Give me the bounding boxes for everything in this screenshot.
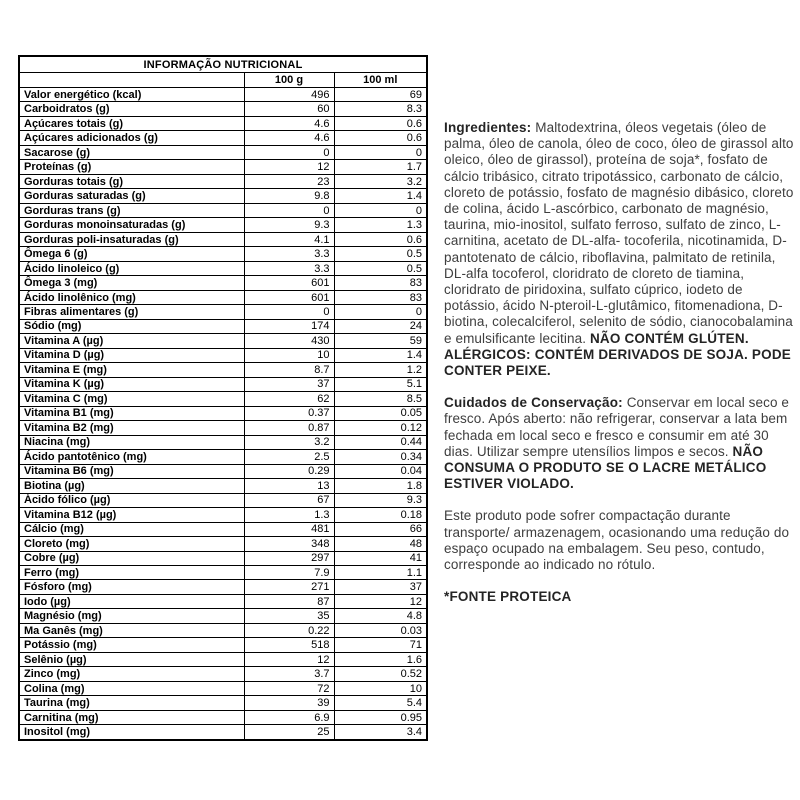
nutrient-label: Magnésio (mg) [19,609,244,623]
value-100ml: 1.8 [334,479,427,493]
table-row [19,102,427,116]
nutrient-label: Sódio (mg) [19,319,244,333]
table-row [19,464,427,478]
value-100ml: 83 [334,276,427,290]
table-row [19,580,427,594]
value-100ml: 12 [334,594,427,608]
table-row [19,174,427,188]
nutrient-label: Inositol (mg) [19,725,244,740]
value-100ml: 0.6 [334,232,427,246]
nutrient-label: Iodo (µg) [19,594,244,608]
ingredients-heading: Ingredientes: [444,120,532,135]
table-row [19,145,427,159]
value-100g: 297 [244,551,334,565]
nutrient-label: Niacina (mg) [19,435,244,449]
value-100ml: 0 [334,305,427,319]
value-100ml: 0.6 [334,116,427,130]
table-row [19,696,427,710]
value-100g: 87 [244,594,334,608]
value-100g: 4.6 [244,116,334,130]
value-100g: 12 [244,160,334,174]
value-100ml: 0.12 [334,421,427,435]
nutrient-label: Fibras alimentares (g) [19,305,244,319]
value-100ml: 41 [334,551,427,565]
value-100g: 7.9 [244,565,334,579]
nutrient-label: Zinco (mg) [19,667,244,681]
nutrient-label: Sacarose (g) [19,145,244,159]
value-100g: 23 [244,174,334,188]
value-100g: 174 [244,319,334,333]
value-100g: 348 [244,537,334,551]
value-100ml: 4.8 [334,609,427,623]
table-row [19,652,427,666]
value-100ml: 1.4 [334,348,427,362]
value-100ml: 1.6 [334,652,427,666]
value-100g: 72 [244,681,334,695]
table-row [19,377,427,391]
value-100ml: 3.2 [334,174,427,188]
nutrient-label: Taurina (mg) [19,696,244,710]
table-row [19,667,427,681]
value-100ml: 9.3 [334,493,427,507]
nutrient-label: Potássio (mg) [19,638,244,652]
nutrient-label: Açúcares adicionados (g) [19,131,244,145]
nutrient-label: Ácido linoleico (g) [19,261,244,275]
value-100ml: 37 [334,580,427,594]
value-100ml: 0.03 [334,623,427,637]
nutrition-table [18,55,428,741]
nutrient-label: Ômega 3 (mg) [19,276,244,290]
value-100g: 4.1 [244,232,334,246]
value-100g: 10 [244,348,334,362]
value-100g: 3.3 [244,261,334,275]
value-100ml: 24 [334,319,427,333]
value-100ml: 83 [334,290,427,304]
value-100ml: 0.6 [334,131,427,145]
value-100g: 430 [244,334,334,348]
nutrient-label: Gorduras poli-insaturadas (g) [19,232,244,246]
value-100g: 25 [244,725,334,740]
nutrient-label: Gorduras saturadas (g) [19,189,244,203]
table-row [19,609,427,623]
table-row [19,508,427,522]
nutrient-label: Vitamina B12 (µg) [19,508,244,522]
table-row [19,131,427,145]
table-row [19,565,427,579]
table-row [19,116,427,130]
table-row [19,435,427,449]
table-row [19,334,427,348]
care-warning: NÃO CONSUMA O PRODUTO SE O LACRE METÁLICO ESTIVER VIOLADO. [444,443,767,492]
value-100ml: 8.5 [334,392,427,406]
value-100ml: 0.34 [334,450,427,464]
value-100g: 12 [244,652,334,666]
value-100g: 9.8 [244,189,334,203]
value-100ml: 66 [334,522,427,536]
value-100g: 35 [244,609,334,623]
value-100ml: 0.5 [334,247,427,261]
value-100g: 0 [244,203,334,217]
allergen-warning: NÃO CONTÉM GLÚTEN. ALÉRGICOS: CONTÉM DERIVADOS DE SOJA. PODE CONTER PEIXE. [444,330,791,379]
value-100ml: 0.05 [334,406,427,420]
nutrient-label: Fósforo (mg) [19,580,244,594]
value-100g: 4.6 [244,131,334,145]
table-row [19,638,427,652]
value-100g: 8.7 [244,363,334,377]
value-100g: 9.3 [244,218,334,232]
value-100g: 6.9 [244,710,334,724]
value-100g: 2.5 [244,450,334,464]
nutrient-label: Gorduras monoinsaturadas (g) [19,218,244,232]
ingredients-paragraph [444,120,794,379]
value-100ml: 59 [334,334,427,348]
table-row [19,247,427,261]
table-row [19,276,427,290]
table-row [19,189,427,203]
nutrient-label: Ômega 6 (g) [19,247,244,261]
nutrient-label: Cálcio (mg) [19,522,244,536]
nutrient-label: Ácido linolênico (mg) [19,290,244,304]
table-row [19,363,427,377]
value-100g: 3.2 [244,435,334,449]
table-row [19,203,427,217]
table-row [19,522,427,536]
nutrient-label: Colina (mg) [19,681,244,695]
value-100ml: 5.4 [334,696,427,710]
table-row [19,232,427,246]
value-100ml: 3.4 [334,725,427,740]
nutrient-label: Açúcares totais (g) [19,116,244,130]
column-header-100g: 100 g [244,73,334,88]
table-row [19,681,427,695]
table-row [19,594,427,608]
value-100g: 67 [244,493,334,507]
protein-source-footnote: *FONTE PROTEICA [444,589,572,605]
care-paragraph [444,395,794,492]
table-row [19,710,427,724]
nutrient-label: Ma Ganês (mg) [19,623,244,637]
table-row [19,479,427,493]
nutrient-label: Ferro (mg) [19,565,244,579]
table-title: INFORMAÇÃO NUTRICIONAL [19,56,427,73]
nutrient-label: Biotina (µg) [19,479,244,493]
care-body: Conservar em local seco e fresco. Após aberto: não refrigerar, conservar a lata bem fechada em local seco e fresco e consumir em até 30 dias. Utilizar sempre utensílios limpos e secos. [444,395,790,459]
value-100ml: 0.44 [334,435,427,449]
value-100ml: 1.3 [334,218,427,232]
value-100g: 271 [244,580,334,594]
nutrient-label: Vitamina A (µg) [19,334,244,348]
value-100ml: 1.1 [334,565,427,579]
nutrient-label: Gorduras totais (g) [19,174,244,188]
value-100g: 518 [244,638,334,652]
nutrition-table-body [19,88,427,741]
nutrient-label: Vitamina D (µg) [19,348,244,362]
table-row [19,725,427,740]
value-100ml: 71 [334,638,427,652]
table-row [19,551,427,565]
nutrient-label: Cobre (µg) [19,551,244,565]
nutrient-label: Ácido pantotênico (mg) [19,450,244,464]
value-100g: 13 [244,479,334,493]
nutrient-label: Vitamina K (µg) [19,377,244,391]
value-100g: 3.7 [244,667,334,681]
label-text-column [444,120,794,621]
table-row [19,305,427,319]
value-100g: 62 [244,392,334,406]
value-100ml: 1.2 [334,363,427,377]
value-100ml: 1.4 [334,189,427,203]
value-100g: 1.3 [244,508,334,522]
value-100ml: 5.1 [334,377,427,391]
table-row [19,392,427,406]
value-100g: 0.87 [244,421,334,435]
value-100g: 3.3 [244,247,334,261]
table-row [19,623,427,637]
value-100g: 37 [244,377,334,391]
value-100g: 60 [244,102,334,116]
value-100g: 601 [244,290,334,304]
table-row [19,450,427,464]
ingredients-body: Maltodextrina, óleos vegetais (óleo de palma, óleo de canola, óleo de coco, óleo de girassol alto oleico, óleo de girassol), proteína de soja*, fosfato de cálcio tribásico, citrato tripotássico, carbonato de cálcio, cloreto de potássio, fosfato de magnésio dibásico, cloreto de colina, ácido L-ascórbico, carbonato de magnésio, taurina, mio-inositol, sulfato ferroso, sulfato de zinco, L-carnitina, acetato de DL-alfa- tocoferila, nicotinamida, D-pantotenato de cálcio, riboflavina, palmitato de retinila, DL-alfa tocoferol, cloridrato de cloreto de tiamina, cloridrato de piridoxina, sulfato cúprico, iodeto de potássio, ácido N-pteroil-L-glutâmico, fitomenadiona, D-biotina, colecalciferol, selenito de sódio, cianocobalamina e emulsificante lecitina. [444,120,794,346]
value-100g: 601 [244,276,334,290]
nutrient-label: Carboidratos (g) [19,102,244,116]
table-row [19,88,427,102]
table-row [19,319,427,333]
table-row [19,160,427,174]
value-100g: 481 [244,522,334,536]
table-row [19,261,427,275]
value-100g: 0.22 [244,623,334,637]
value-100g: 0 [244,305,334,319]
table-row [19,493,427,507]
nutrient-label: Vitamina B1 (mg) [19,406,244,420]
value-100ml: 0.18 [334,508,427,522]
table-row [19,348,427,362]
value-100ml: 69 [334,88,427,102]
table-row [19,290,427,304]
care-heading: Cuidados de Conservação: [444,395,623,411]
value-100ml: 0 [334,145,427,159]
nutrient-label: Vitamina B6 (mg) [19,464,244,478]
nutrient-label: Vitamina B2 (mg) [19,421,244,435]
table-row [19,406,427,420]
value-100ml: 48 [334,537,427,551]
table-title-row [19,56,427,73]
compaction-note: Este produto pode sofrer compactação durante transporte/ armazenagem, ocasionando uma redução do espaço ocupado na embalagem. Seu peso, contudo, corresponde ao indicado no rótulo. [444,508,790,573]
nutrient-label: Proteínas (g) [19,160,244,174]
table-row [19,421,427,435]
value-100g: 0.29 [244,464,334,478]
value-100g: 39 [244,696,334,710]
value-100ml: 8.3 [334,102,427,116]
nutrient-label: Vitamina E (mg) [19,363,244,377]
value-100g: 0 [244,145,334,159]
nutrient-label: Selênio (µg) [19,652,244,666]
column-header-100ml: 100 ml [334,73,427,88]
nutrition-table-section [18,55,428,741]
nutrient-label: Vitamina C (mg) [19,392,244,406]
nutrient-label: Carnitina (mg) [19,710,244,724]
table-row [19,218,427,232]
value-100ml: 0.04 [334,464,427,478]
value-100g: 0.37 [244,406,334,420]
value-100ml: 0.95 [334,710,427,724]
value-100ml: 0.5 [334,261,427,275]
nutrient-label: Cloreto (mg) [19,537,244,551]
column-header-empty [19,73,244,88]
table-header-row [19,73,427,88]
value-100ml: 0.52 [334,667,427,681]
nutrient-label: Valor energético (kcal) [19,88,244,102]
value-100ml: 10 [334,681,427,695]
value-100ml: 1.7 [334,160,427,174]
value-100g: 496 [244,88,334,102]
value-100ml: 0 [334,203,427,217]
nutrient-label: Gorduras trans (g) [19,203,244,217]
table-row [19,537,427,551]
nutrient-label: Ácido fólico (µg) [19,493,244,507]
